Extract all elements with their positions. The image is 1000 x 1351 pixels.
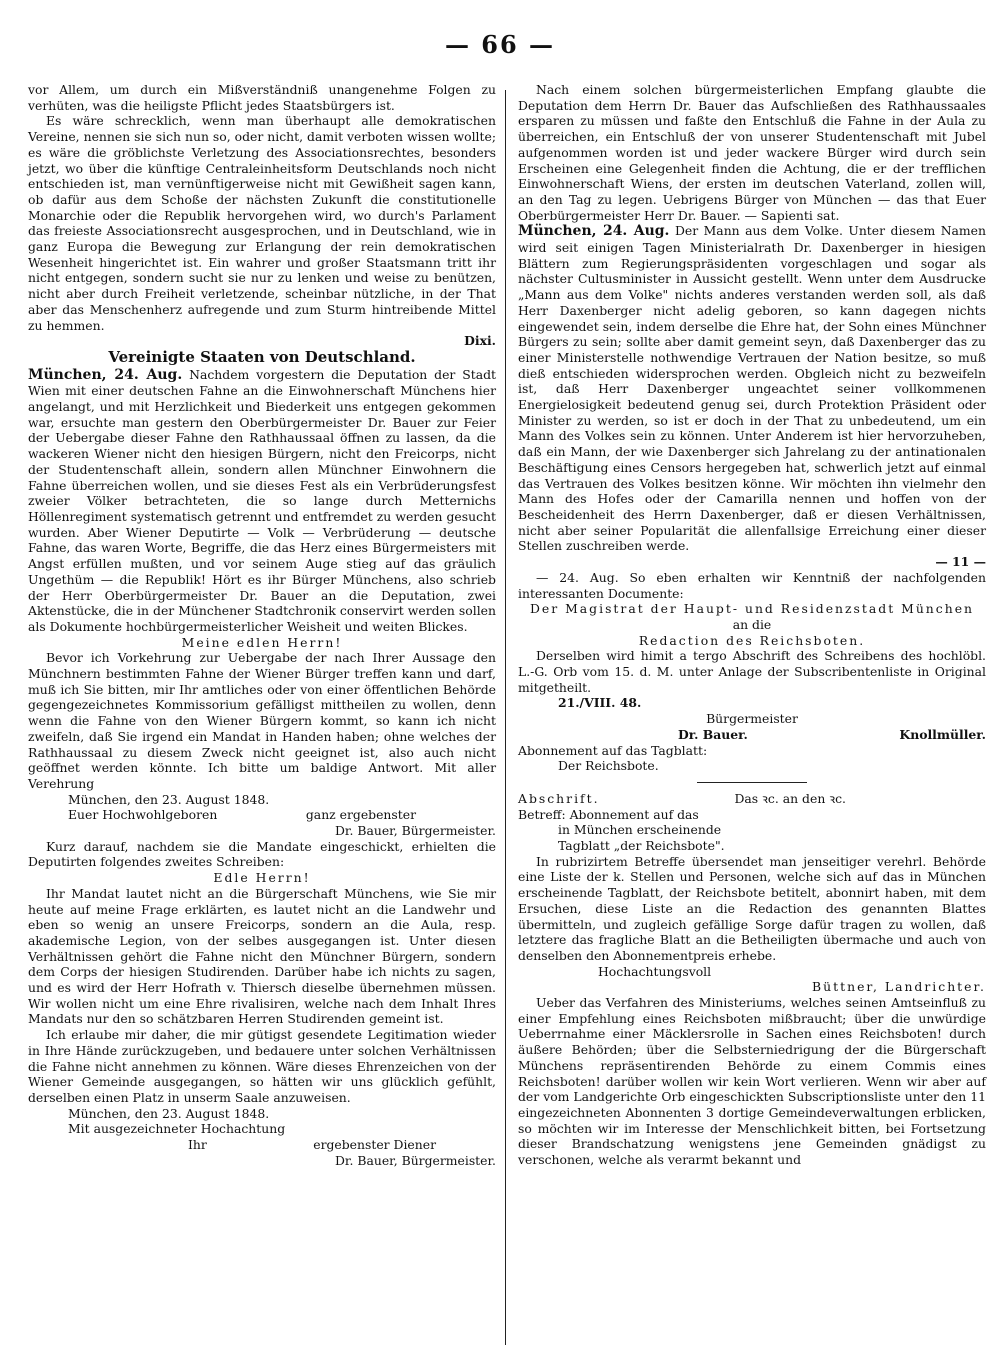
paragraph: Ueber das Verfahren des Ministeriums, welches seinen Amtseinfluß zu einer Empfehlung eines Reichsboten mißbraucht; über die unwürdige Ueberrnahme einer Mäcklersrolle in Sachen eines Reichsboten! durch äußere Behörden; über die Selbsterniedrigung der die Bürgerschaft Münchens repräsentirenden Behörde zu einem Commis eines Reichsboten! darüber wollen wir kein Wort verlieren. Wenn wir aber auf der vom Landgerichte Orb eingeschickten Subscriptionsliste unter den 11 eingezeichneten Abonnenten 3 dortige Gemeindeverwaltungen erblicken, so möchten wir im Interesse der Menschlichkeit bitten, bei Fortsetzung dieser Brandschatzung wenigstens jene Gemeinden gnädigst zu verschonen, welche als verarmt bekannt und: [518, 995, 986, 1168]
paragraph: Ich erlaube mir daher, die mir gütigst gesendete Legitimation wieder in Ihre Hände zurückzugeben, und bedauere unter solchen Verhältnissen die Fahne nicht annehmen zu können. Wäre dieses Ehrenzeichen von der Wiener Gemeinde ausgegangen, so hätten wir uns glücklich gefühlt, derselben einen Platz in unserm Saale anzuweisen.: [28, 1027, 496, 1105]
signature: — 11 —: [935, 554, 986, 570]
paragraph: Nach einem solchen bürgermeisterlichen Empfang glaubte die Deputation dem Herrn Dr. Bauer das Aufschließen des Rathhaussaales ersparen zu müssen und faßte den Entschluß die Fahne in der Aula zu überreichen, ein Entschluß der von unserer Studentenschaft mit Jubel aufgenommen worden ist und jeder wackere Bürger wird durch sein Erscheinen eine Gelegenheit finden die Achtung, die er der trefflichen Einwohnerschaft Wiens, der ersten im deutschen Vaterland, zollen will, an den Tag zu legen. Uebrigens Bürger von München — das that Euer Oberbürgermeister Herr Dr. Bauer. — Sapienti sat.: [518, 82, 986, 223]
section-heading: Vereinigte Staaten von Deutschland.: [108, 347, 416, 366]
closing: Mit ausgezeichneter Hochachtung: [68, 1121, 286, 1137]
closing: ergebenster Diener: [313, 1137, 436, 1153]
copy-address: Das ꝛc. an den ꝛc.: [734, 790, 846, 806]
paragraph: Kurz darauf, nachdem sie die Mandate eingeschickt, erhielten die Deputirten folgendes zweites Schreiben:: [28, 838, 496, 870]
separator-rule: [697, 782, 807, 783]
signature: Dixi.: [464, 333, 496, 349]
paragraph: Der Mann aus dem Volke. Unter diesem Namen wird seit einigen Tagen Ministerialrath Dr. Daxenberger in hiesigen Blättern zum Regierungspräsidenten vorgeschlagen und sogar als nächster Cultusminister in Aussicht gestellt. Wenn unter dem Ausdrucke „Mann aus dem Volke" nichts anderes verstanden werden soll, als daß Herr Daxenberger nicht adelig geboren, so kann dagegen nichts eingewendet sein, indem derselbe die Ehre hat, der Sohn eines Münchner Bürgers zu sein; sollte aber damit gemeint seyn, daß Daxenberger das zu einer Ministerstelle nothwendige Vertrauen der Nation besitze, so muß dieß entschieden widersprochen werden. Obgleich nicht zu bezweifeln ist, daß Herr Daxenberger ungeachtet seiner vollkommenen Energielosigkeit bedeutend genug sei, durch Protektion Präsident oder Minister zu werden, so ist er doch in der That zu unbedeutend, um ein Mann des Volkes sein zu können. Unter Anderem ist hier hervorzuheben, daß ein Mann, der wie Daxenberger sich Jahrelang zu der antinationalen Beschäftigung eines Censors hergegeben hat, schwerlich jetzt auf einmal das Vertrauen des Volkes besitzen könne. Wir möchten ihn vielmehr den Mann des Hofes oder der Camarilla nennen und hoffen von der Bescheidenheit des Herrn Daxenberger, daß er diesen Verhältnissen, nicht aber seiner Popularität die allenfallsige Erreichung einer dieser Stellen zuschreiben werde.: [518, 223, 986, 554]
subject-line: Betreff: Abonnement auf das: [518, 806, 699, 822]
signatory-name: Dr. Bauer.: [678, 726, 748, 742]
paragraph: Nachdem vorgestern die Deputation der Stadt Wien mit einer deutschen Fahne an die Einwohnerschaft Münchens hier angelangt, und mit Herzlichkeit und Biederkeit uns entgegen gekommen war, ersuchte man gestern den Oberbürgermeister Dr. Bauer zur Feier der Uebergabe dieser Fahne den Rathhaussaal öffnen zu lassen, da die wackeren Wiener nicht den hiesigen Bürgern, nicht den Freicorps, nicht der Studentenschaft allein, sondern allen Münchner Einwohnern die Fahne überreichen wollen, und sie dieses Fest als ein Verbrüderungsfest zweier Völker betrachteten, die so lange durch Metternichs Höllenregiment systematisch getrennt und entfremdet zu werden gesucht wurden. Aber Wiener Deputirte — Volk — Verbrüderung — deutsche Fahne, das waren Worte, Begriffe, die das Herz eines Bürgermeisters mit Angst erfüllen mußten, und vor seinem Auge stieg auf das gräulich Ungethüm — die Republik! Hört es ihr Bürger Münchens, also schrieb der Herr Oberbürgermeister Dr. Bauer an die Deputation, zwei Aktenstücke, die in der Münchener Stadtchronik conservirt werden sollen als Dokumente hochbürgermeisterlicher Weisheit und weiten Blickes.: [28, 366, 497, 634]
paragraph: Bevor ich Vorkehrung zur Uebergabe der nach Ihrer Aussage den Münchnern bestimmten Fahne der Wiener Bürger treffen kann und darf, muß ich Sie bitten, mir Ihr amtliches oder von einer öffentlichen Behörde gegengezeichnetes Kommissorium gefälligst mittheilen zu wollen, denn wenn die Fahne von den Wiener Bürgern kommt, so kann ich nicht zweifeln, daß Sie irgend ein Mandat in Handen haben; ohne welches der Rathhaussaal zu diesem Zweck nicht geeignet ist, also auch nicht geöffnet werden könnte. Ich bitte um baldige Antwort. Mit aller Verehrung: [28, 650, 496, 791]
dateline: München, 24. Aug.: [28, 366, 183, 383]
subscription-label: Abonnement auf das Tagblatt:: [518, 742, 708, 758]
date-line: München, den 23. August 1848.: [68, 1105, 270, 1121]
signature: Dr. Bauer, Bürgermeister.: [334, 1152, 496, 1168]
paragraph: vor Allem, um durch ein Mißverständniß unangenehme Folgen zu verhüten, was die heiligste Pflicht jedes Staatsbürgers ist.: [28, 82, 496, 113]
salutation: Meine edlen Herrn!: [181, 634, 343, 650]
signatory-title: Bürgermeister: [706, 711, 798, 727]
closing: ganz ergebenster: [305, 807, 416, 823]
signatory-second: Knollmüller.: [899, 726, 986, 742]
date-line: München, den 23. August 1848.: [68, 791, 270, 807]
subscription-name: Der Reichsbote.: [558, 758, 659, 774]
paragraph: Es wäre schrecklich, wenn man überhaupt alle demokratischen Vereine, nennen sie sich nun so, oder nicht, damit verboten wissen wollte; es wäre die gröblichste Verletzung des Associationsrechtes, besonders jetzt, wo über die künftige Centraleinheitsform Deutschlands noch nicht entschieden ist, man vernünftigerweise nicht mit Gewißheit sagen kann, ob dafür aus dem Schoße der nächsten Zukunft die constitutionelle Monarchie oder die Republik hervorgehen wird, wo durch's Parlament das freieste Associationsrecht ausgesprochen, und in Deutschland, wie in ganz Europa die Bewegung zur Erlangung der rein demokratischen Wesenheit hingerichtet ist. Ein wahrer und großer Staatsmann tritt ihr nicht entgegen, sondern sucht sie nur zu lenken und weise zu benützen, nicht aber durch Freiheit verletzende, scheinbar nützliche, in der That aber das Menschenherz aufregende und zum Sturm hintreibende Mittel zu hemmen.: [28, 113, 496, 333]
document-sender: Der Magistrat der Haupt- und Residenzstadt München: [529, 601, 975, 617]
left-column: [28, 82, 496, 1169]
page-number: — 66 —: [444, 30, 556, 59]
paragraph: Ihr Mandat lautet nicht an die Bürgerschaft Münchens, wie Sie mir heute auf meine Frage erklärten, es lautet nicht an die Landwehr und eben so wenig an unsere Freicorps, sondern an die Aula, resp. akademische Legion, von der selbes ausgegangen ist. Unter diesen Verhältnissen gehört die Fahne nicht den Münchner Bürgern, sondern dem Corps der hiesigen Studirenden. Darüber habe ich nichts zu sagen, und es wird der Herr Hofrath v. Thiersch dieselbe übernehmen müssen. Wir wollen nicht um eine Ehre rivalisiren, welche nach dem Inhalt Ihres Mandats nur den so schätzbaren Herren Studirenden gemeint ist.: [28, 885, 496, 1027]
salutation: Edle Herrn!: [213, 870, 311, 886]
subject-line: in München erscheinende: [558, 822, 722, 838]
paragraph: In rubrizirtem Betreffe übersendet man jenseitiger verehrl. Behörde eine Liste der k. Stellen und Personen, welche sich auf das in München erscheinende Tagblatt, der Reichsbote betitelt, abonnirt haben, mit dem Ersuchen, diese Liste an die Redaction des genannten Blattes übermitteln, und zugleich gefällige Sorge dafür tragen zu wollen, daß letztere das fragliche Blatt an die Betheiligten übermache und auch von denselben den Abonnementpreis erhebe.: [518, 853, 986, 963]
document-an: an die: [732, 616, 772, 632]
closing: Hochachtungsvoll: [598, 963, 712, 979]
document-recipient: Redaction des Reichsboten.: [638, 632, 866, 648]
paragraph: Derselben wird himit a tergo Abschrift des Schreibens des hochlöbl. L.-G. Orb vom 15. d. M. unter Anlage der Subscribentenliste in Original mitgetheilt.: [518, 648, 986, 695]
honorific: Euer Hochwohlgeboren: [68, 807, 218, 823]
closing-word: Ihr: [188, 1137, 207, 1153]
copy-label: Abschrift.: [518, 790, 600, 806]
signature: Büttner, Landrichter.: [812, 979, 986, 995]
signature: Dr. Bauer, Bürgermeister.: [334, 823, 496, 839]
date-line: 21./VIII. 48.: [558, 695, 642, 711]
column-divider: [505, 90, 506, 1345]
paragraph: — 24. Aug. So eben erhalten wir Kenntniß der nachfolgenden interessanten Documente:: [518, 569, 986, 601]
dateline: München, 24. Aug.: [518, 223, 670, 240]
right-column: [518, 82, 986, 1168]
subject-line: Tagblatt „der Reichsbote".: [558, 838, 725, 854]
